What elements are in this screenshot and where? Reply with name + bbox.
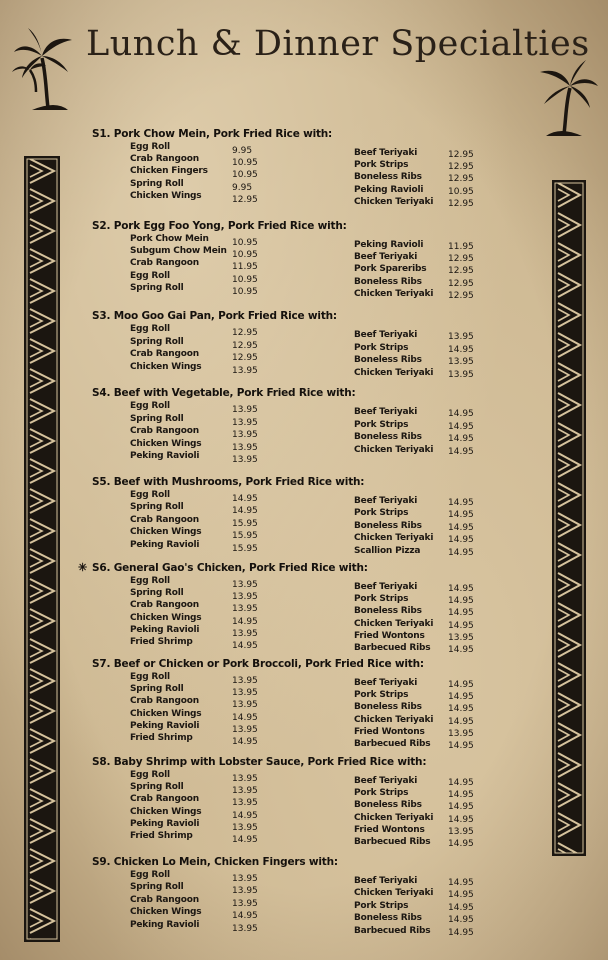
- menu-item-price: 14.95: [448, 498, 474, 508]
- menu-item-name: Chicken Wings: [130, 527, 202, 538]
- page-title: Lunch & Dinner Specialties: [86, 24, 590, 64]
- menu-item-price: 13.95: [232, 405, 258, 415]
- menu-item-price: 14.95: [448, 902, 474, 913]
- menu-item-name: Chicken Teriyaki: [354, 288, 434, 299]
- menu-item-price: 14.95: [448, 802, 474, 813]
- section-heading: [92, 310, 337, 322]
- menu-item-price: 13.95: [232, 580, 258, 590]
- menu-item-price: 14.95: [232, 911, 258, 922]
- section-code: S9.: [92, 856, 111, 868]
- menu-item-name: Chicken Teriyaki: [354, 888, 434, 899]
- menu-item-name: Beef Teriyaki: [354, 876, 418, 886]
- menu-item-name: Chicken Teriyaki: [354, 444, 434, 455]
- menu-item-name: Spring Roll: [130, 178, 184, 189]
- section-title: Chicken Lo Mein, Chicken Fingers with:: [110, 856, 338, 868]
- menu-item-name: Spring Roll: [130, 502, 184, 513]
- menu-item-price: 10.95: [232, 274, 258, 285]
- menu-item-name: Egg Roll: [130, 576, 170, 586]
- menu-item-name: Peking Ravioli: [354, 240, 424, 250]
- menu-item-name: Egg Roll: [130, 870, 170, 880]
- section-heading: [92, 387, 356, 399]
- menu-item-name: Scallion Pizza: [354, 545, 421, 556]
- menu-item-price: 14.95: [232, 494, 258, 504]
- menu-item-name: Chicken Wings: [130, 361, 202, 372]
- menu-item-name: Egg Roll: [130, 770, 170, 780]
- menu-item-name: Egg Roll: [130, 401, 170, 411]
- menu-item-name: Crab Rangoon: [130, 894, 199, 905]
- menu-item-name: Beef Teriyaki: [354, 252, 418, 263]
- menu-item-name: Chicken Teriyaki: [354, 812, 434, 823]
- menu-item-name: Spring Roll: [130, 588, 184, 599]
- menu-item-name: Peking Ravioli: [130, 539, 200, 550]
- menu-item-price: 15.95: [232, 543, 258, 554]
- menu-item-name: Chicken Wings: [130, 907, 202, 918]
- menu-item-name: Barbecued Ribs: [354, 837, 431, 847]
- menu-item-price: 10.95: [232, 238, 258, 248]
- menu-item-price: 14.95: [448, 535, 474, 546]
- menu-item-price: 13.95: [232, 417, 258, 428]
- section-code: S3.: [92, 310, 111, 322]
- menu-item-name: Subgum Chow Mein: [130, 246, 227, 257]
- section-code: S1.: [92, 128, 111, 140]
- menu-item-price: 12.95: [232, 340, 258, 351]
- section-code: S4.: [92, 387, 111, 399]
- menu-item-price: 12.95: [232, 353, 258, 364]
- menu-item-price: 13.95: [232, 688, 258, 699]
- menu-item-name: Pork Strips: [354, 342, 409, 353]
- section-code: S7.: [92, 658, 111, 670]
- menu-item-name: Chicken Teriyaki: [354, 533, 434, 544]
- section-heading: [92, 562, 368, 574]
- menu-item-name: Pork Strips: [354, 788, 409, 799]
- menu-item-price: 14.95: [448, 915, 474, 926]
- menu-item-price: 14.95: [448, 741, 474, 751]
- section-heading: [92, 476, 364, 488]
- menu-item-price: 14.95: [232, 810, 258, 821]
- menu-item-name: Crab Rangoon: [130, 258, 199, 269]
- menu-item-price: 13.95: [232, 676, 258, 686]
- menu-item-name: Chicken Wings: [130, 708, 202, 719]
- menu-item-name: Pork Chow Mein: [130, 234, 209, 244]
- menu-item-name: Pork Strips: [354, 690, 409, 701]
- palm-tree-icon: [536, 56, 600, 140]
- menu-item-name: Pork Strips: [354, 594, 409, 605]
- menu-item-price: 14.95: [448, 878, 474, 888]
- menu-item-price: 10.95: [232, 158, 258, 169]
- menu-item-price: 14.95: [448, 584, 474, 594]
- palm-tree-icon: [12, 22, 76, 114]
- menu-item-name: Chicken Wings: [130, 612, 202, 623]
- menu-item-price: 14.95: [448, 790, 474, 801]
- menu-item-name: Crab Rangoon: [130, 514, 199, 525]
- menu-item-price: 14.95: [232, 737, 258, 747]
- menu-item-price: 14.95: [448, 620, 474, 631]
- menu-item-name: Beef Teriyaki: [354, 407, 418, 417]
- menu-item-price: 14.95: [448, 434, 474, 445]
- menu-item-name: Beef Teriyaki: [354, 776, 418, 786]
- menu-item-price: 14.95: [232, 712, 258, 723]
- menu-item-price: 13.95: [232, 455, 258, 466]
- menu-item-price: 14.95: [448, 716, 474, 727]
- menu-item-name: Crab Rangoon: [130, 154, 199, 165]
- menu-item-price: 12.95: [448, 290, 474, 301]
- tribal-border-right: [552, 180, 586, 856]
- menu-item-price: 12.95: [448, 278, 474, 289]
- menu-item-name: Peking Ravioli: [354, 184, 424, 195]
- menu-item-name: Boneless Ribs: [354, 355, 422, 366]
- star-icon: ✳: [78, 562, 88, 574]
- section-title: Pork Chow Mein, Pork Fried Rice with:: [110, 128, 333, 140]
- menu-item-price: 13.95: [448, 332, 474, 342]
- menu-item-price: 12.95: [448, 150, 474, 160]
- menu-item-price: 10.95: [448, 186, 474, 197]
- menu-item-price: 13.95: [448, 357, 474, 368]
- menu-item-price: 13.95: [232, 886, 258, 897]
- menu-item-name: Pork Strips: [354, 160, 409, 171]
- menu-item-price: 14.95: [448, 692, 474, 703]
- menu-item-name: Fried Shrimp: [130, 637, 193, 647]
- menu-item-price: 10.95: [232, 286, 258, 297]
- menu-item-price: 9.95: [232, 182, 253, 193]
- menu-item-price: 14.95: [448, 814, 474, 825]
- menu-item-name: Crab Rangoon: [130, 696, 199, 707]
- menu-item-name: Barbecued Ribs: [354, 643, 431, 653]
- menu-item-name: Crab Rangoon: [130, 426, 199, 437]
- menu-item-name: Beef Teriyaki: [354, 148, 418, 158]
- menu-item-name: Spring Roll: [130, 336, 184, 347]
- section-heading: [92, 220, 347, 232]
- menu-item-name: Crab Rangoon: [130, 600, 199, 611]
- menu-item-name: Pork Strips: [354, 508, 409, 519]
- menu-item-price: 14.95: [448, 645, 474, 655]
- menu-item-name: Peking Ravioli: [130, 624, 200, 635]
- section-title: Pork Egg Foo Yong, Pork Fried Rice with:: [110, 220, 347, 232]
- menu-item-name: Fried Shrimp: [130, 831, 193, 841]
- menu-item-price: 12.95: [448, 162, 474, 173]
- menu-item-name: Pork Strips: [354, 900, 409, 911]
- menu-item-price: 11.95: [232, 262, 258, 273]
- menu-item-name: Chicken Wings: [130, 190, 202, 201]
- menu-item-name: Pork Spareribs: [354, 264, 427, 275]
- menu-item-price: 14.95: [448, 344, 474, 355]
- menu-item-price: 14.95: [232, 506, 258, 517]
- menu-item-price: 12.95: [448, 174, 474, 185]
- menu-item-price: 12.95: [448, 198, 474, 209]
- menu-item-name: Chicken Wings: [130, 438, 202, 449]
- menu-item-name: Boneless Ribs: [354, 913, 422, 924]
- menu-item-price: 10.95: [232, 170, 258, 181]
- menu-item-name: Egg Roll: [130, 142, 170, 152]
- menu-item-name: Egg Roll: [130, 672, 170, 682]
- menu-item-price: 14.95: [448, 421, 474, 432]
- menu-item-price: 12.95: [232, 194, 258, 205]
- section-title: Baby Shrimp with Lobster Sauce, Pork Fried Rice with:: [110, 756, 427, 768]
- menu-item-price: 14.95: [448, 510, 474, 521]
- section-heading: [92, 658, 424, 670]
- menu-item-name: Spring Roll: [130, 684, 184, 695]
- section-title: Moo Goo Gai Pan, Pork Fried Rice with:: [110, 310, 337, 322]
- menu-item-name: Peking Ravioli: [130, 451, 200, 462]
- menu-item-price: 13.95: [232, 430, 258, 441]
- menu-item-price: 14.95: [448, 522, 474, 533]
- section-heading: [92, 856, 338, 868]
- menu-item-price: 13.95: [232, 798, 258, 809]
- section-heading: [92, 128, 332, 140]
- menu-item-price: 13.95: [448, 826, 474, 837]
- menu-item-price: 13.95: [232, 724, 258, 735]
- menu-item-name: Fried Wontons: [354, 630, 425, 641]
- menu-item-name: Egg Roll: [130, 324, 170, 334]
- menu-item-price: 13.95: [232, 774, 258, 784]
- menu-item-name: Beef Teriyaki: [354, 496, 418, 506]
- menu-item-price: 13.95: [232, 628, 258, 639]
- menu-item-name: Boneless Ribs: [354, 432, 422, 443]
- menu-item-name: Egg Roll: [130, 270, 170, 281]
- menu-item-price: 14.95: [448, 839, 474, 849]
- menu-item-name: Fried Shrimp: [130, 733, 193, 743]
- menu-item-price: 14.95: [232, 835, 258, 845]
- menu-item-name: Peking Ravioli: [130, 919, 200, 930]
- menu-item-price: 15.95: [232, 518, 258, 529]
- menu-item-name: Pork Strips: [354, 419, 409, 430]
- menu-item-name: Chicken Teriyaki: [354, 196, 434, 207]
- menu-item-price: 13.95: [232, 365, 258, 376]
- menu-item-price: 13.95: [232, 874, 258, 884]
- menu-item-price: 14.95: [448, 596, 474, 607]
- menu-item-price: 12.95: [448, 254, 474, 265]
- menu-item-name: Boneless Ribs: [354, 520, 422, 531]
- menu-item-price: 13.95: [232, 442, 258, 453]
- menu-item-price: 13.95: [232, 604, 258, 615]
- menu-item-name: Beef Teriyaki: [354, 678, 418, 688]
- menu-item-name: Beef Teriyaki: [354, 582, 418, 592]
- menu-item-price: 14.95: [448, 446, 474, 457]
- menu-item-price: 14.95: [448, 409, 474, 419]
- section-code: S5.: [92, 476, 111, 488]
- menu-item-name: Crab Rangoon: [130, 349, 199, 360]
- menu-item-name: Fried Wontons: [354, 726, 425, 737]
- section-title: Beef with Vegetable, Pork Fried Rice with:: [110, 387, 356, 399]
- section-heading: [92, 756, 426, 768]
- menu-item-price: 12.95: [448, 266, 474, 277]
- menu-item-price: 14.95: [448, 608, 474, 619]
- menu-item-name: Spring Roll: [130, 782, 184, 793]
- menu-item-name: Chicken Teriyaki: [354, 367, 434, 378]
- menu-item-price: 13.95: [232, 822, 258, 833]
- section-title: General Gao's Chicken, Pork Fried Rice with:: [110, 562, 368, 574]
- menu-item-name: Spring Roll: [130, 413, 184, 424]
- menu-item-name: Boneless Ribs: [354, 172, 422, 183]
- menu-item-name: Spring Roll: [130, 282, 184, 293]
- menu-item-price: 14.95: [448, 680, 474, 690]
- menu-item-name: Chicken Wings: [130, 806, 202, 817]
- menu-item-name: Chicken Fingers: [130, 166, 208, 177]
- menu-item-price: 13.95: [232, 592, 258, 603]
- menu-item-price: 14.95: [448, 778, 474, 788]
- section-code: S2.: [92, 220, 111, 232]
- section-title: Beef with Mushrooms, Pork Fried Rice with:: [110, 476, 365, 488]
- menu-item-name: Peking Ravioli: [130, 818, 200, 829]
- section-code: S8.: [92, 756, 111, 768]
- menu-item-price: 14.95: [448, 704, 474, 715]
- menu-item-name: Boneless Ribs: [354, 800, 422, 811]
- menu-item-price: 14.95: [448, 547, 474, 558]
- menu-item-price: 15.95: [232, 531, 258, 542]
- menu-item-name: Spring Roll: [130, 882, 184, 893]
- section-title: Beef or Chicken or Pork Broccoli, Pork Fried Rice with:: [110, 658, 424, 670]
- menu-item-name: Boneless Ribs: [354, 702, 422, 713]
- tribal-border-left: [24, 156, 60, 942]
- menu-item-name: Crab Rangoon: [130, 794, 199, 805]
- menu-item-name: Egg Roll: [130, 490, 170, 500]
- menu-item-price: 13.95: [232, 700, 258, 711]
- menu-item-name: Boneless Ribs: [354, 606, 422, 617]
- menu-item-name: Barbecued Ribs: [354, 739, 431, 749]
- menu-item-price: 11.95: [448, 242, 474, 252]
- menu-item-price: 13.95: [448, 369, 474, 380]
- menu-item-name: Chicken Teriyaki: [354, 714, 434, 725]
- menu-item-price: 13.95: [448, 728, 474, 739]
- menu-item-name: Beef Teriyaki: [354, 330, 418, 340]
- menu-item-name: Fried Wontons: [354, 824, 425, 835]
- menu-item-price: 14.95: [232, 641, 258, 651]
- menu-item-name: Peking Ravioli: [130, 720, 200, 731]
- menu-item-name: Chicken Teriyaki: [354, 618, 434, 629]
- menu-item-name: Barbecued Ribs: [354, 925, 431, 936]
- section-code: S6.: [92, 562, 111, 574]
- menu-item-name: Boneless Ribs: [354, 276, 422, 287]
- menu-item-price: 14.95: [448, 927, 474, 938]
- menu-item-price: 13.95: [448, 632, 474, 643]
- menu-item-price: 13.95: [232, 923, 258, 934]
- menu-item-price: 14.95: [448, 890, 474, 901]
- menu-item-price: 14.95: [232, 616, 258, 627]
- menu-item-price: 13.95: [232, 898, 258, 909]
- menu-item-price: 12.95: [232, 328, 258, 338]
- menu-item-price: 10.95: [232, 250, 258, 261]
- menu-item-price: 13.95: [232, 786, 258, 797]
- menu-item-price: 9.95: [232, 146, 253, 156]
